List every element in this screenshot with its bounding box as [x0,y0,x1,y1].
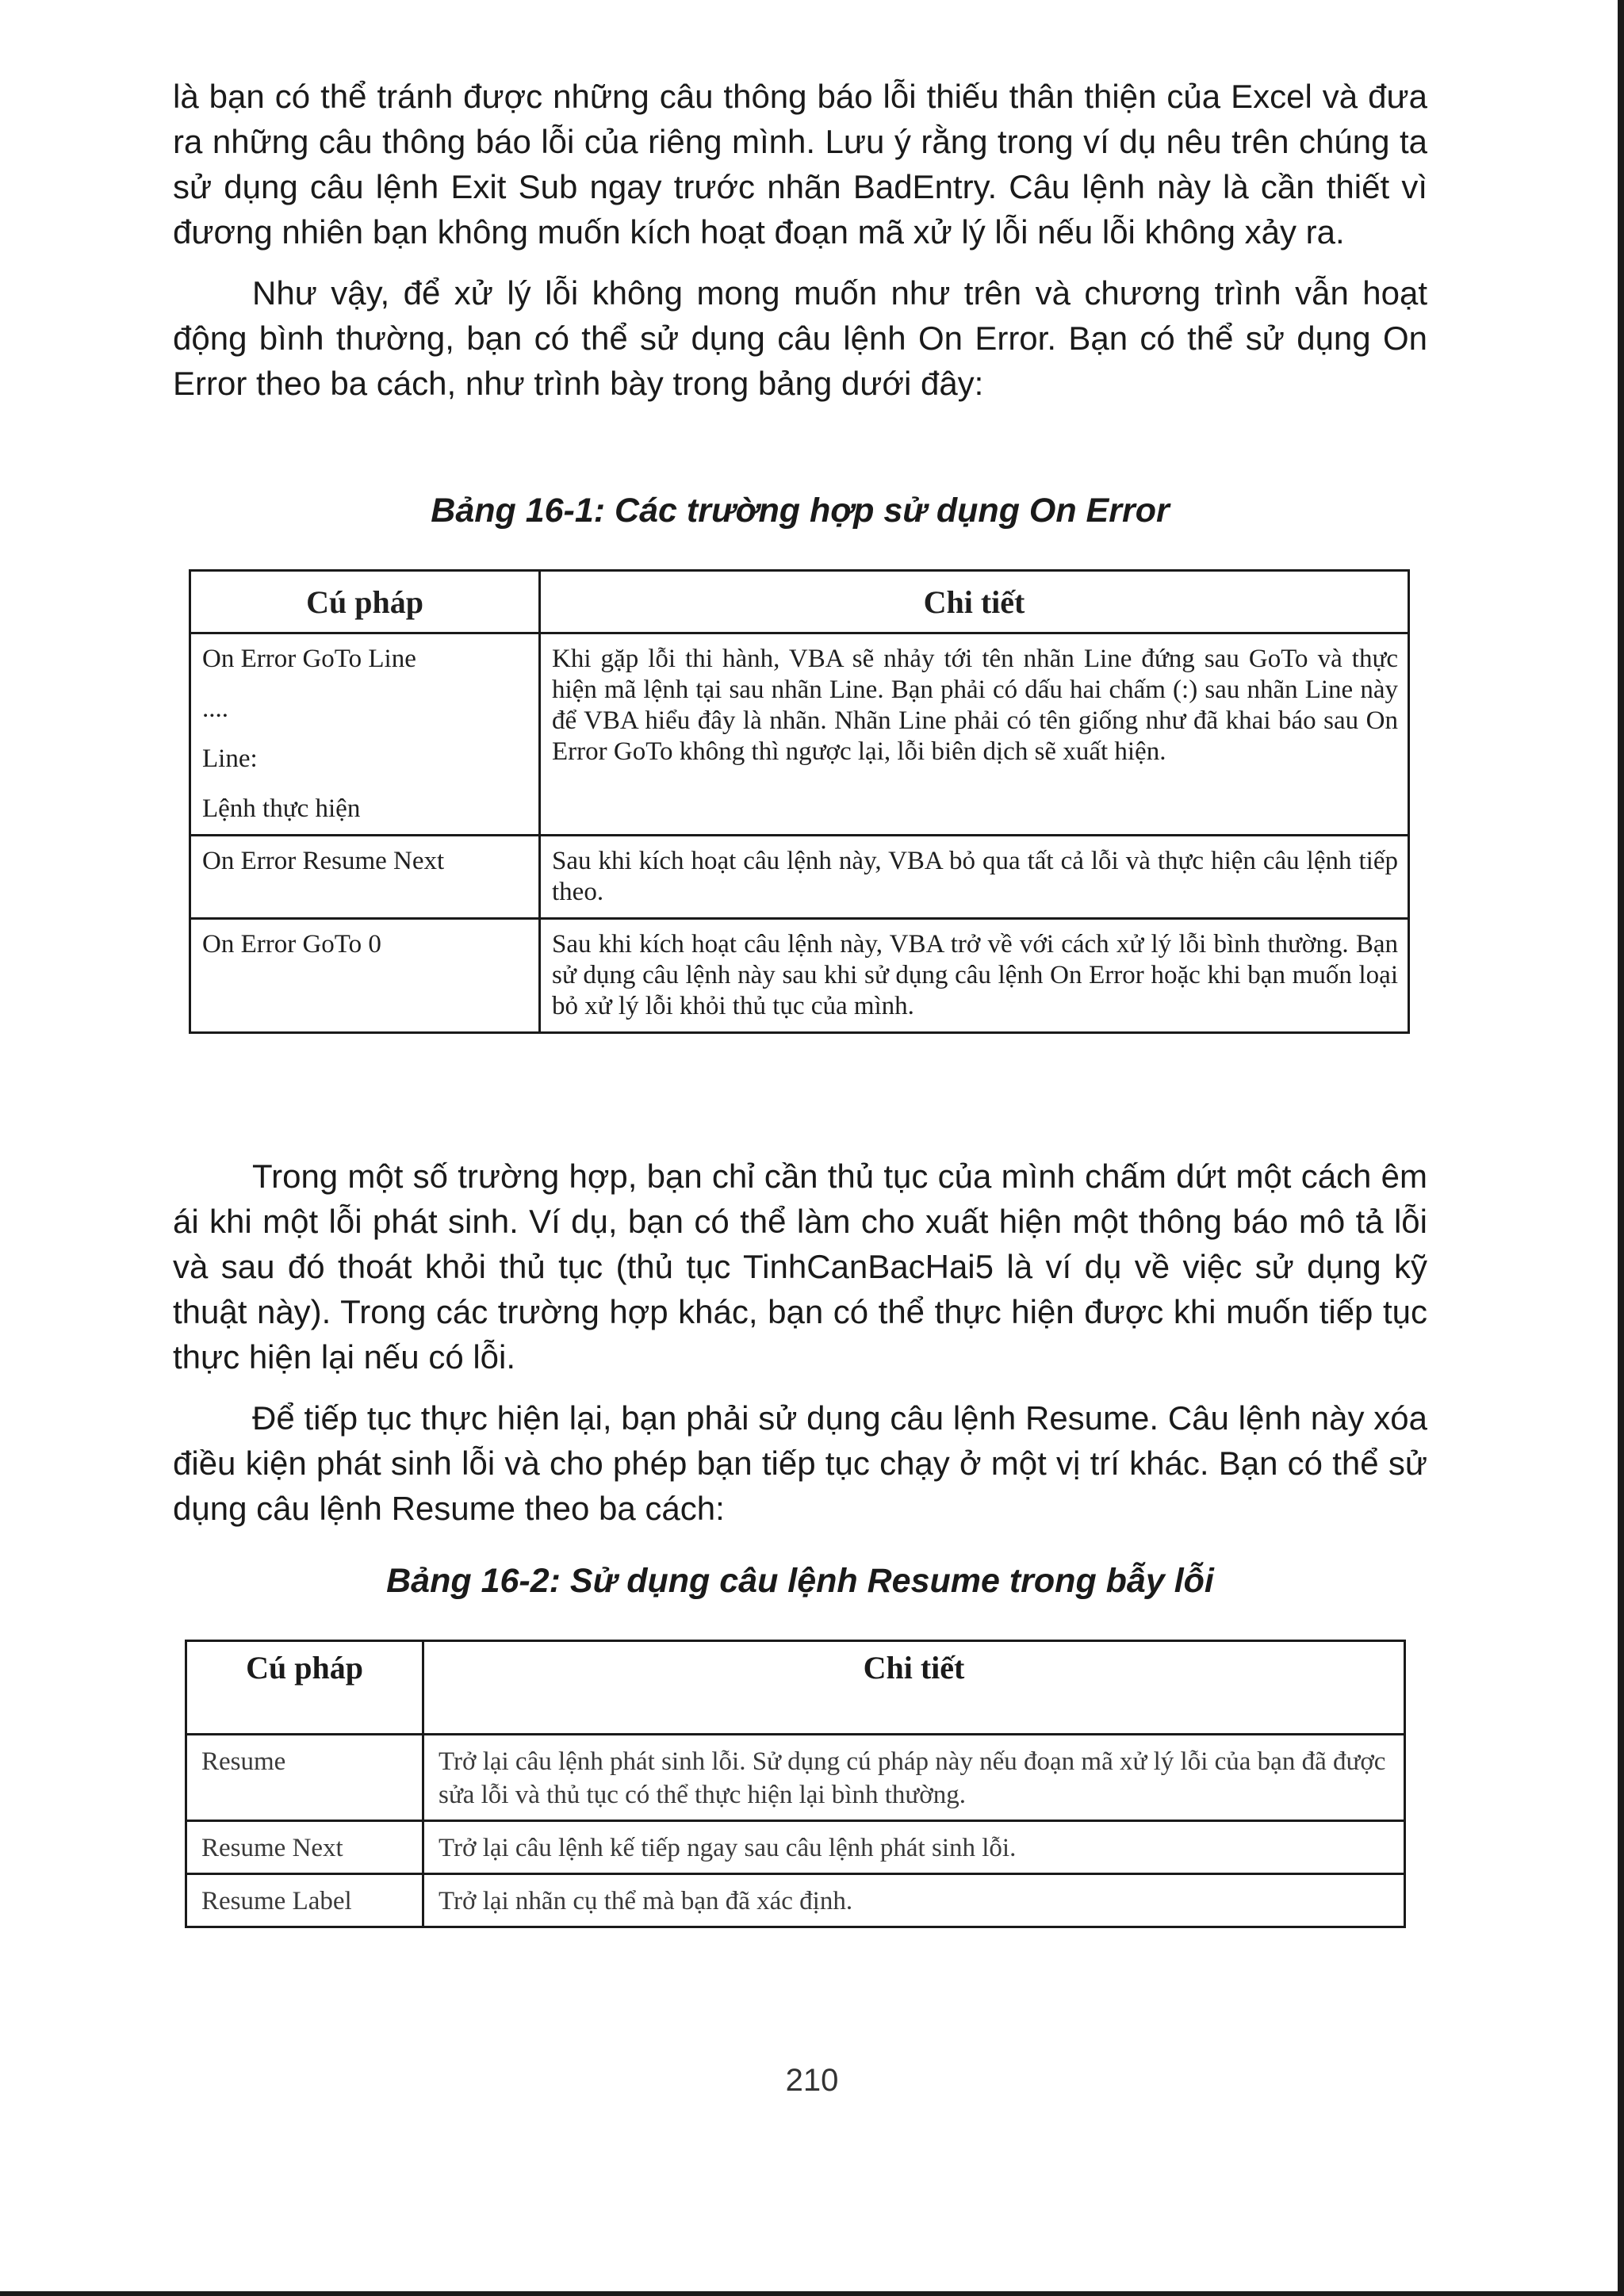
syntax-cell: On Error Resume Next [190,836,540,919]
syntax-cell: On Error GoTo 0 [190,919,540,1033]
table2-caption: Bảng 16-2: Sử dụng câu lệnh Resume trong bẫy lỗi [386,1562,1214,1600]
detail-cell: Trở lại câu lệnh kế tiếp ngay sau câu lệnh phát sinh lỗi. [423,1821,1405,1874]
top-text [173,74,1427,406]
paragraph-continuation: là bạn có thể tránh được những câu thông báo lỗi thiếu thân thiện của Excel và đưa ra những câu thông báo lỗi của riêng mình. Lưu ý rằng trong ví dụ nêu trên chúng ta sử dụng câu lệnh Exit Sub ngay trước nhãn BadEntry. Câu lệnh này là cần thiết vì đương nhiên bạn không muốn kích hoạt đoạn mã xử lý lỗi nếu lỗi không xảy ra. [173,78,1427,251]
table-row [186,1821,1405,1874]
paragraph-on-error-intro: Như vậy, để xử lý lỗi không mong muốn như trên và chương trình vẫn hoạt động bình thường, bạn có thể sử dụng câu lệnh On Error. Bạn có thể sử dụng On Error theo ba cách, như trình bày trong bảng dưới đây: [173,274,1427,402]
syntax-cell: Resume [186,1735,423,1821]
scan-edge-right [1618,0,1624,2296]
scan-edge-bottom [0,2291,1624,2296]
paragraph-graceful-exit: Trong một số trường hợp, bạn chỉ cần thủ tục của mình chấm dứt một cách êm ái khi một lỗi phát sinh. Ví dụ, bạn có thể làm cho xuất hiện một thông báo mô tả lỗi và sau đó thoát khỏi thủ tục (thủ tục TinhCanBacHai5 là ví dụ về việc sử dụng kỹ thuật này). Trong các trường hợp khác, bạn có thể thực hiện được khi muốn tiếp tục thực hiện lại nếu có lỗi. [173,1158,1427,1376]
syntax-cell: Resume Next [186,1821,423,1874]
syntax-cell: Resume Label [186,1874,423,1927]
resume-table [185,1640,1406,1928]
syntax-line: Lệnh thực hiện [202,794,361,823]
syntax-line: Line: [202,744,258,773]
table-row [190,633,1409,836]
detail-cell: Khi gặp lỗi thi hành, VBA sẽ nhảy tới tên nhãn Line đứng sau GoTo và thực hiện mã lệnh tại sau nhãn Line. Bạn phải có dấu hai chấm (:) sau nhãn Line này để VBA hiểu đây là nhãn. Nhãn Line phải có tên giống như đã khai báo sau On Error GoTo không thì ngược lại, lỗi biên dịch sẽ xuất hiện. [540,633,1409,836]
header-syntax: Cú pháp [190,571,540,633]
table-header-row [186,1641,1405,1735]
detail-cell: Trở lại nhãn cụ thể mà bạn đã xác định. [423,1874,1405,1927]
table-row [190,836,1409,919]
header-syntax: Cú pháp [186,1641,423,1735]
table-row [186,1874,1405,1927]
syntax-line: .... [202,695,228,723]
middle-text [173,1154,1427,1531]
detail-cell: Sau khi kích hoạt câu lệnh này, VBA bỏ qua tất cả lỗi và thực hiện câu lệnh tiếp theo. [540,836,1409,919]
detail-cell: Sau khi kích hoạt câu lệnh này, VBA trở về với cách xử lý lỗi bình thường. Bạn sử dụng câu lệnh này sau khi sử dụng câu lệnh On Error hoặc khi bạn muốn loại bỏ xử lý lỗi khỏi thủ tục của mình. [540,919,1409,1033]
table-row [190,919,1409,1033]
table-header-row [190,571,1409,633]
table-row [186,1735,1405,1821]
header-detail: Chi tiết [540,571,1409,633]
paragraph-resume-intro: Để tiếp tục thực hiện lại, bạn phải sử dụng câu lệnh Resume. Câu lệnh này xóa điều kiện phát sinh lỗi và cho phép bạn tiếp tục chạy ở một vị trí khác. Bạn có thể sử dụng câu lệnh Resume theo ba cách: [173,1399,1427,1527]
syntax-cell [190,633,540,836]
detail-cell: Trở lại câu lệnh phát sinh lỗi. Sử dụng cú pháp này nếu đoạn mã xử lý lỗi của bạn đã được sửa lỗi và thủ tục có thể thực hiện lại bình thường. [423,1735,1405,1821]
header-detail: Chi tiết [423,1641,1405,1735]
table1-caption: Bảng 16-1: Các trường hợp sử dụng On Error [431,492,1170,530]
syntax-line: On Error GoTo Line [202,645,416,673]
on-error-table [189,569,1410,1034]
page-number: 210 [785,2063,839,2098]
